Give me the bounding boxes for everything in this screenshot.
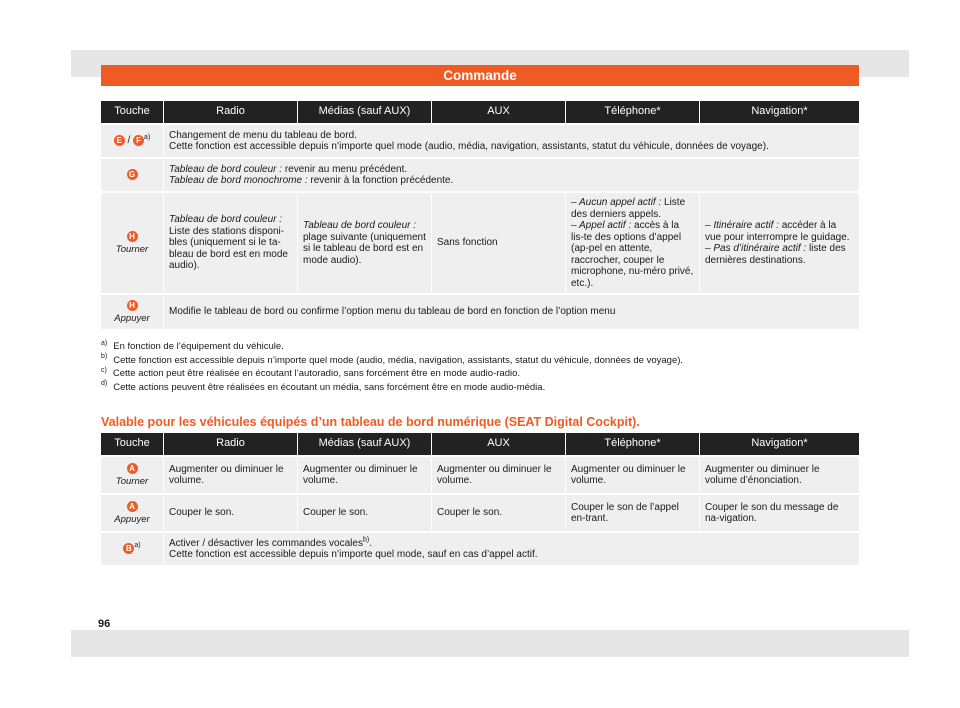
media-cell: Augmenter ou diminuer le volume. xyxy=(298,455,432,493)
term: – Aucun appel actif : xyxy=(571,197,662,208)
col-header-radio: Radio xyxy=(164,101,298,123)
definition: Liste des derniers appels. xyxy=(571,197,686,220)
table-row xyxy=(101,293,859,329)
definition: plage suivante (uniquement si le tableau de bord est en mode audio). xyxy=(303,231,426,266)
telephone-cell xyxy=(566,191,700,293)
key-cell xyxy=(101,191,164,293)
term: Tableau de bord monochrome : xyxy=(169,175,308,186)
media-cell: Couper le son. xyxy=(298,493,432,531)
term: Tableau de bord couleur : xyxy=(169,214,283,226)
controls-table xyxy=(101,101,859,329)
footnote-text: En fonction de l’équipement du véhicule. xyxy=(113,341,284,352)
table-row xyxy=(101,455,859,493)
description-line xyxy=(169,164,854,176)
col-header-touche: Touche xyxy=(101,101,164,123)
definition: accès à la lis-te des options d’appel (ap-pel en attente, raccrocher, couper le microphone, nu-méro privé, etc.). xyxy=(571,220,694,289)
footnote-mark: c) xyxy=(101,366,107,374)
telephone-cell: Augmenter ou diminuer le volume. xyxy=(566,455,700,493)
definition: Liste des stations disponi-bles (uniquement si le ta-bleau de bord est en mode audio). xyxy=(169,225,288,272)
navigation-cell: Augmenter ou diminuer le volume d’énonciation. xyxy=(700,455,859,493)
key-badge: A xyxy=(127,501,138,512)
col-header-aux: AUX xyxy=(432,101,566,123)
description-line xyxy=(571,197,694,220)
media-cell xyxy=(298,191,432,293)
section-header: Commande xyxy=(101,65,859,86)
key-separator: / xyxy=(124,135,134,147)
radio-cell xyxy=(164,191,298,293)
col-header-medias: Médias (sauf AUX) xyxy=(298,101,432,123)
table-row xyxy=(101,531,859,565)
aux-cell: Couper le son. xyxy=(432,493,566,531)
table-header-row xyxy=(101,433,859,455)
table-row xyxy=(101,157,859,191)
description-line xyxy=(169,175,854,187)
description-cell xyxy=(164,157,859,191)
navigation-cell: Couper le son du message de na-vigation. xyxy=(700,493,859,531)
description-line xyxy=(705,220,854,243)
footnote-mark: a) xyxy=(101,339,108,347)
col-header-medias: Médias (sauf AUX) xyxy=(298,433,432,455)
key-cell xyxy=(101,455,164,493)
key-caption: Appuyer xyxy=(114,312,150,324)
col-header-navigation: Navigation* xyxy=(700,433,859,455)
telephone-cell: Couper le son de l’appel en-trant. xyxy=(566,493,700,531)
footnote-text: Cette actions peuvent être réalisées en écoutant un média, sans forcément être en mode audio-média. xyxy=(113,381,546,393)
col-header-touche: Touche xyxy=(101,433,164,455)
description-cell: Modifie le tableau de bord ou confirme l’option menu du tableau de bord en fonction de l’option menu xyxy=(164,293,859,329)
key-cell xyxy=(101,531,164,565)
table-row xyxy=(101,493,859,531)
key-badge: F xyxy=(133,135,144,146)
footnote-text: Cette fonction est accessible depuis n’importe quel mode (audio, média, navigation, assistants, statut du véhicule, données de voyage). xyxy=(113,354,684,366)
col-header-navigation: Navigation* xyxy=(700,101,859,123)
key-badge: E xyxy=(114,135,125,146)
description-line: Cette fonction est accessible depuis n’importe quel mode, sauf en cas d’appel actif. xyxy=(169,549,538,560)
description-line xyxy=(169,538,854,550)
footnote xyxy=(101,354,859,368)
col-header-radio: Radio xyxy=(164,433,298,455)
term: Tableau de bord couleur : xyxy=(169,163,283,175)
key-cell xyxy=(101,493,164,531)
aux-cell: Augmenter ou diminuer le volume. xyxy=(432,455,566,493)
page-number: 96 xyxy=(98,618,111,630)
description-text: Activer / désactiver les commandes vocales xyxy=(169,537,363,549)
description-line: Changement de menu du tableau de bord. xyxy=(169,129,357,141)
footnote-mark: d) xyxy=(101,380,108,388)
footnote-ref: a) xyxy=(134,541,141,549)
aux-cell: Sans fonction xyxy=(432,191,566,293)
description-cell xyxy=(164,123,859,157)
key-badge: H xyxy=(127,300,138,311)
term: – Appel actif : xyxy=(571,220,632,231)
key-cell xyxy=(101,123,164,157)
key-badge: G xyxy=(127,169,138,180)
footnote-mark: b) xyxy=(101,353,108,361)
key-caption: Tourner xyxy=(115,475,149,487)
footnote xyxy=(101,340,859,354)
footnote-ref: b) xyxy=(362,536,370,544)
term: – Itinéraire actif : xyxy=(705,220,779,231)
description-cell xyxy=(164,531,859,565)
navigation-cell xyxy=(700,191,859,293)
table-header-row xyxy=(101,101,859,123)
col-header-telephone: Téléphone* xyxy=(566,101,700,123)
key-badge: H xyxy=(127,231,138,242)
table-row xyxy=(101,191,859,293)
digital-cockpit-table xyxy=(101,433,859,565)
footnote-text: Cette action peut être réalisée en écoutant l’autoradio, sans forcément être en mode audio-radio. xyxy=(112,368,521,379)
footnote xyxy=(101,381,859,395)
description-line xyxy=(571,220,694,289)
key-caption: Appuyer xyxy=(114,513,150,525)
term: Tableau de bord couleur : xyxy=(303,220,417,231)
definition: liste des dernières destinations. xyxy=(705,243,846,266)
key-cell xyxy=(101,293,164,329)
footnotes xyxy=(101,340,859,394)
footnote xyxy=(101,367,859,381)
section-title: Valable pour les véhicules équipés d’un tableau de bord numérique (SEAT Digital Cockpit). xyxy=(101,415,640,429)
description-line: Cette fonction est accessible depuis n’importe quel mode (audio, média, navigation, assistants, statut du véhicule, données de voyage). xyxy=(169,141,769,152)
col-header-telephone: Téléphone* xyxy=(566,433,700,455)
radio-cell: Augmenter ou diminuer le volume. xyxy=(164,455,298,493)
definition: revenir au menu précédent. xyxy=(282,163,408,175)
definition: revenir à la fonction précédente. xyxy=(307,175,454,186)
col-header-aux: AUX xyxy=(432,433,566,455)
punctuation: . xyxy=(369,537,372,549)
key-badge: A xyxy=(127,463,138,474)
radio-cell: Couper le son. xyxy=(164,493,298,531)
key-caption: Tourner xyxy=(115,243,149,255)
description-line xyxy=(705,243,854,266)
footnote-ref: a) xyxy=(144,133,151,141)
term: – Pas d’itinéraire actif : xyxy=(705,243,807,254)
definition: accéder à la vue pour interrompre le guidage. xyxy=(705,220,850,243)
key-badge: B xyxy=(123,543,134,554)
key-cell xyxy=(101,157,164,191)
table-row xyxy=(101,123,859,157)
